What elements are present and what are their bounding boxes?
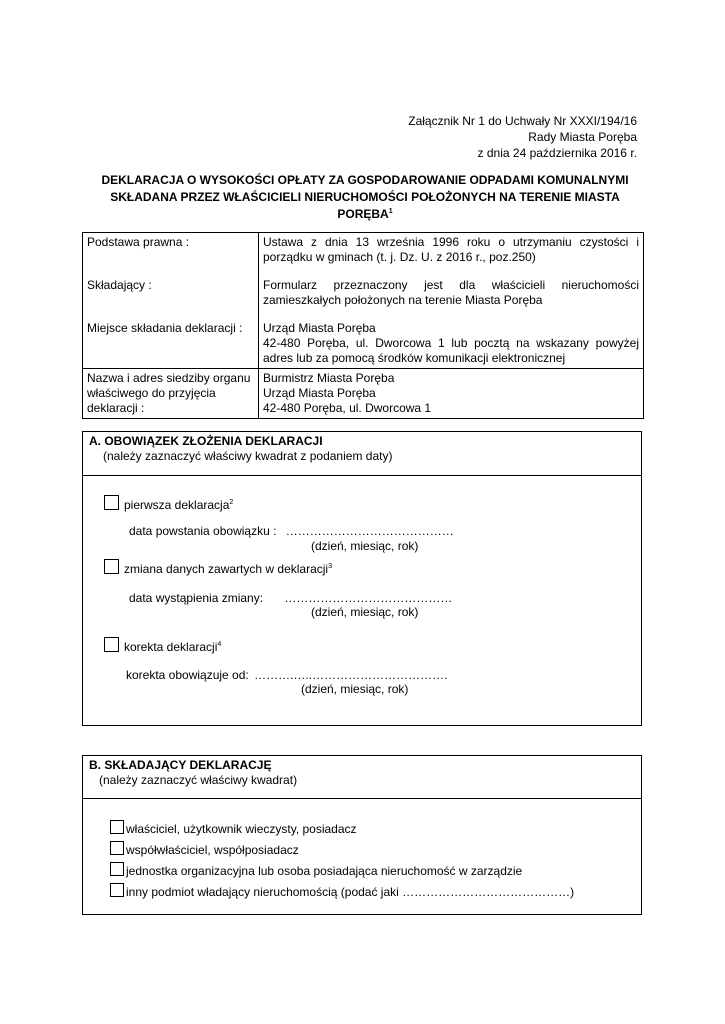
attachment-note [408,113,637,161]
first-date-hint: (dzień, miesiąc, rok) [311,539,419,553]
option-co-owner[interactable] [110,841,299,858]
title-line-3: PORĘBA [337,207,389,221]
owner-label: właściciel, użytkownik wieczysty, posiadacz [126,822,357,836]
section-a [82,431,642,726]
checkbox-correction[interactable] [104,637,119,652]
section-a-header [83,432,641,476]
header-values [258,233,643,368]
footnote-2: 2 [229,499,234,506]
attachment-line-1: Załącznik Nr 1 do Uchwały Nr XXXI/194/16 [408,114,637,128]
attachment-line-3: z dnia 24 października 2016 r. [477,146,637,160]
data-change-label: zmiana danych zawartych w deklaracji [124,562,329,576]
option-other-entity[interactable] [110,883,574,900]
change-date-field[interactable]: …………………………………… [284,591,453,605]
place-label: Miejsce składania deklaracji : [87,321,243,335]
correction-label: korekta deklaracji [124,640,218,654]
first-date-label: data powstania obowiązku : [129,524,277,538]
first-declaration-label: pierwsza deklaracja [124,498,230,512]
authority-value-1: Burmistrz Miasta Poręba [263,371,395,385]
section-a-heading: A. OBOWIĄZEK ZŁOŻENIA DEKLARACJI [89,434,323,448]
header-labels [83,233,258,368]
option-first-declaration[interactable] [104,495,233,513]
change-date-hint: (dzień, miesiąc, rok) [311,605,419,619]
option-organization[interactable] [110,862,522,879]
section-b-header [83,756,641,799]
authority-values [258,369,643,418]
basis-label: Podstawa prawna : [87,235,190,249]
checkbox-owner[interactable] [110,820,124,834]
checkbox-data-change[interactable] [104,559,119,574]
first-date-field[interactable]: …………………………………… [285,524,454,538]
place-value-1: Urząd Miasta Poręba [263,321,376,335]
option-correction[interactable] [104,637,221,655]
footnote-4: 4 [217,641,222,648]
other-entity-label: inny podmiot władający nieruchomością (podać jaki ……………………………………) [126,885,575,899]
change-date-label: data wystąpienia zmiany: [129,591,264,605]
document-title [70,172,660,223]
checkbox-organization[interactable] [110,862,124,876]
checkbox-first-declaration[interactable] [104,495,119,510]
first-declaration-date [129,524,454,539]
attachment-line-2: Rady Miasta Poręba [528,130,637,144]
place-value-2: 42-480 Poręba, ul. Dworcowa 1 lub pocztą na wskazany powyżej adres lub za pomocą środków komunikacji elektronicznej [263,336,639,365]
title-line-1: DEKLARACJA O WYSOKOŚCI OPŁATY ZA GOSPODAROWANIE ODPADAMI KOMUNALNYMI [101,173,629,187]
section-b-note: (należy zaznaczyć właściwy kwadrat) [99,773,298,787]
section-a-note: (należy zaznaczyć właściwy kwadrat z podaniem daty) [103,449,393,463]
submitter-value: Formularz przeznaczony jest dla właścicieli nieruchomości zamieszkałych położonych na terenie Miasta Poręba [263,278,639,307]
authority-label: Nazwa i adres siedziby organu właściwego do przyjęcia deklaracji : [87,371,251,415]
co-owner-label: współwłaściciel, współposiadacz [126,843,299,857]
footnote-1: 1 [388,208,393,215]
option-owner[interactable] [110,820,357,837]
correction-date-label: korekta obowiązuje od: [126,668,249,682]
authority-value-3: 42-480 Poręba, ul. Dworcowa 1 [263,401,432,415]
organization-label: jednostka organizacyjna lub osoba posiadająca nieruchomość w zarządzie [126,864,523,878]
header-table [82,232,644,419]
submitter-label: Składający : [87,278,152,292]
change-date [129,591,452,606]
basis-value: Ustawa z dnia 13 września 1996 roku o utrzymaniu czystości i porządku w gminach (t. j. Dz. U. z 2016 r., poz.250) [263,235,639,264]
correction-date-field[interactable]: ……….…..……………………………. [254,668,448,682]
section-b-heading: B. SKŁADAJĄCY DEKLARACJĘ [89,758,272,772]
correction-date-hint: (dzień, miesiąc, rok) [301,682,409,696]
option-data-change[interactable] [104,559,332,577]
checkbox-co-owner[interactable] [110,841,124,855]
footnote-3: 3 [328,563,332,570]
title-line-2: SKŁADANA PRZEZ WŁAŚCICIELI NIERUCHOMOŚCI POŁOŻONYCH NA TERENIE MIASTA [110,190,620,204]
correction-date [126,668,447,683]
section-b [82,755,642,915]
authority-value-2: Urząd Miasta Poręba [263,386,376,400]
checkbox-other-entity[interactable] [110,883,124,897]
